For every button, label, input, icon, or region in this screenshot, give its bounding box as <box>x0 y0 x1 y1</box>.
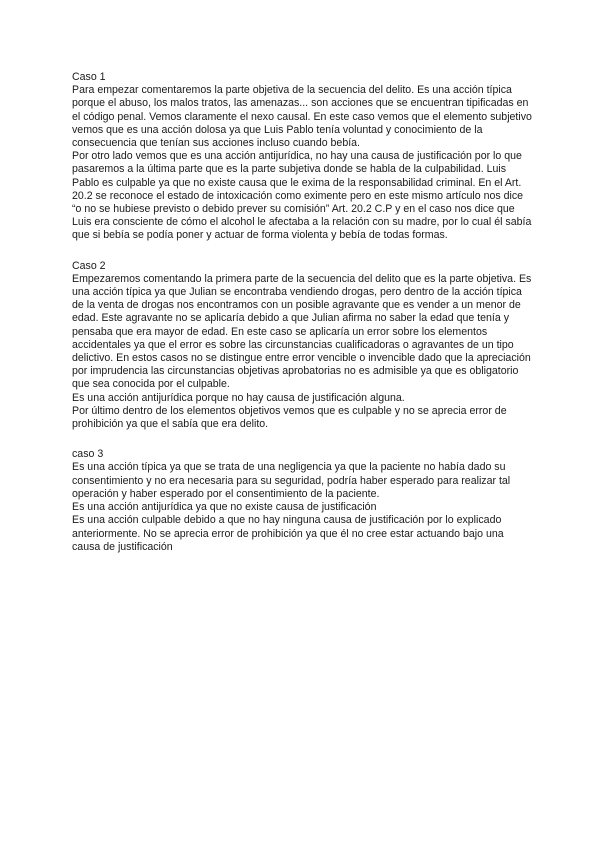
case-3-paragraph-2: Es una acción antijurídica ya que no existe causa de justificación <box>72 501 377 514</box>
case-1-section <box>72 71 532 243</box>
case-1-paragraph-1: Para empezar comentaremos la parte objetiva de la secuencia del delito. Es una acción típica porque el abuso, los malos tratos, las amenazas... son acciones que se encuentran tipificadas en el código penal. Vemos claramente el nexo causal. En este caso vemos que el elemento subjetivo vemos que es una acción dolosa ya que Luis Pablo tenía voluntad y conocimiento de la consecuencia que tenían sus acciones incluso cuando bebía. <box>72 84 532 150</box>
case-2-title: Caso 2 <box>72 259 106 272</box>
case-3-section <box>72 448 532 554</box>
case-2-paragraph-1: Empezaremos comentando la primera parte de la secuencia del delito que es la parte objetiva. Es una acción típica ya que Julian se encontraba vendiendo drogas, pero dentro de la acción típica de la venta de drogas nos encontramos con un posible agravante que es vender a un menor de edad. Este agravante no se aplicaría debido a que Julian afirma no saber la edad que tenía y pensaba que era mayor de edad. En este caso se aplicaría un error sobre los elementos accidentales ya que el error es sobre las circunstancias cualificadoras o agravantes de un tipo delictivo. En estos casos no se distingue entre error vencible o invencible dado que la apreciación por imprudencia las circunstancias objetivas aprobatorias no es admisible ya que es obligatorio que sea conocida por el culpable. <box>72 272 532 391</box>
document-body <box>72 71 532 571</box>
case-3-paragraph-3: Es una acción culpable debido a que no hay ninguna causa de justificación por lo explicado anteriormente. No se aprecia error de prohibición ya que él no cree estar actuando bajo una causa de justificación <box>72 514 504 553</box>
case-2-section <box>72 260 532 432</box>
case-2-paragraph-2: Es una acción antijurídica porque no hay causa de justificación alguna. <box>72 391 405 404</box>
case-1-title: Caso 1 <box>72 71 106 83</box>
case-3-title: caso 3 <box>72 448 104 461</box>
case-3-paragraph-1: Es una acción típica ya que se trata de una negligencia ya que la paciente no había dado su consentimiento y no era necesaria para su seguridad, podría haber esperado para realizar tal operación y haber esperado por el consentimiento de la paciente. <box>72 461 511 500</box>
case-2-paragraph-3: Por último dentro de los elementos objetivos vemos que es culpable y no se aprecia error de prohibición ya que el sabía que era delito. <box>72 404 507 431</box>
case-1-paragraph-2: Por otro lado vemos que es una acción antijurídica, no hay una causa de justificación por lo que pasaremos a la última parte que es la parte subjetiva donde se habla de la culpabilidad. Luis Pablo es culpable ya que no existe causa que le exima de la responsabilidad criminal. En el Art. 20.2 se reconoce el estado de intoxicación como eximente pero en este mismo artículo nos dice “o no se hubiese previsto o debido prever su comisión” Art. 20.2 C.P y en el caso nos dice que Luis era consciente de cómo el alcohol le afectaba a la relación con su madre, por lo cual él sabía que si bebía se podía poner y actuar de forma violenta y bebía de todas formas. <box>72 150 532 242</box>
